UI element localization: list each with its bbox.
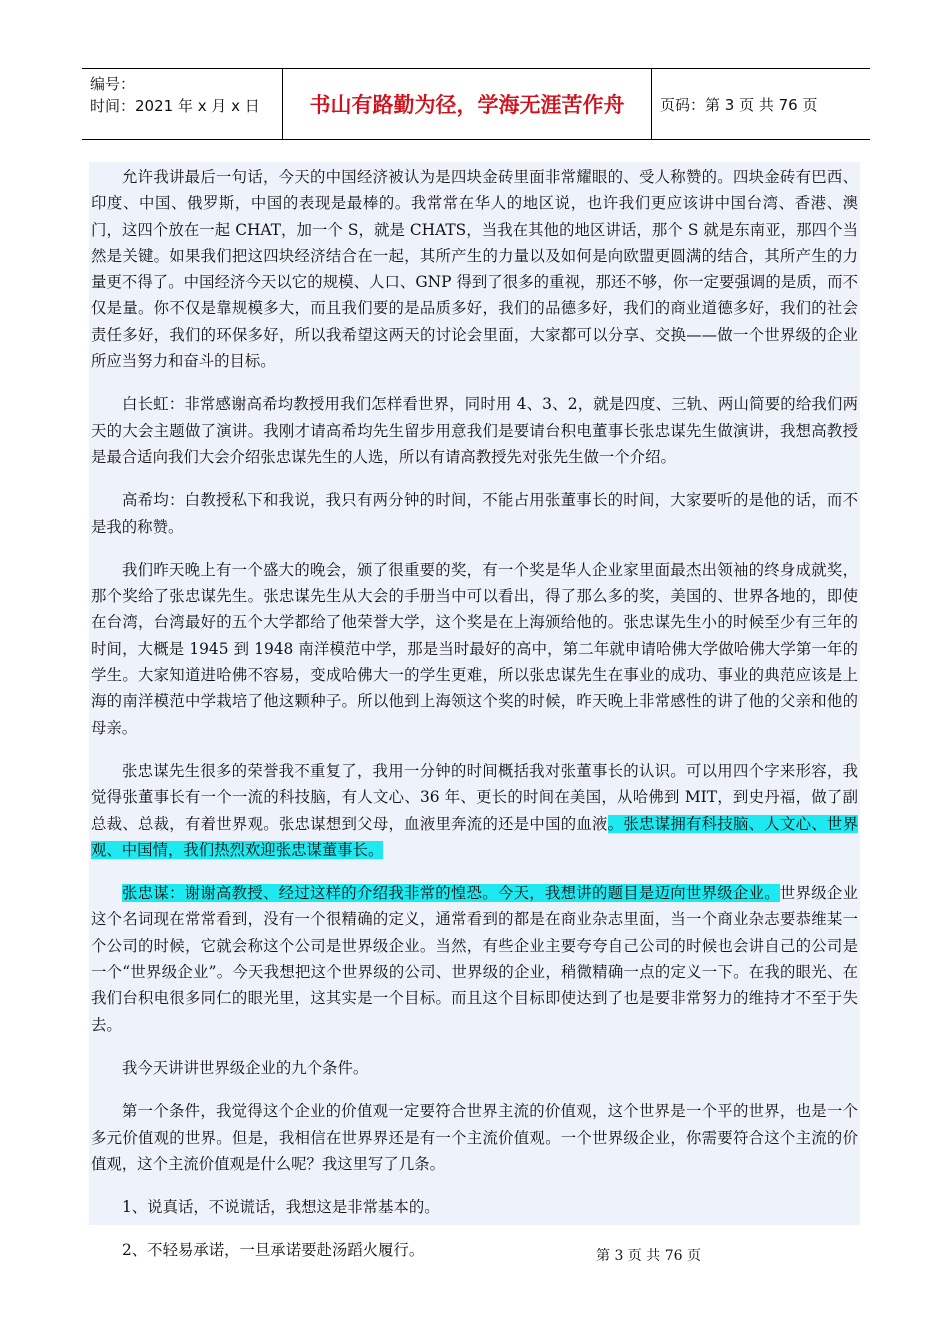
paragraph-5-text: 张忠谋先生很多的荣誉我不重复了，我用一分钟的时间概括我对张董事长的认识。可以用四个字来形容，我觉得张董事长有一个一流的科技脑，有人文心、36 年、更长的时间在美国，从哈佛到 MIT，到史丹福，做了副总裁、总裁，有着世界观。张忠谋想到父母，血液里奔流的还是中国的血液 [91,761,858,833]
paragraph-6 [91,880,858,1038]
highlighted-text: 。张忠谋拥有科技脑、人文心、世界观、中国情，我们热烈欢迎张忠谋董事长。 [91,814,858,859]
header-meta [82,69,282,139]
paragraph-9: 1、说真话，不说谎话，我想这是非常基本的。 [122,1198,440,1217]
page-footer: 第 3 页 共 76 页 [596,1248,701,1264]
paragraph-7: 我今天讲讲世界级企业的九个条件。 [122,1058,369,1077]
paragraph-2: 白长虹：非常感谢高希均教授用我们怎样看世界，同时用 4、3、2，就是四度、三轨、两山简要的给我们两天的大会主题做了演讲。我刚才请高希均先生留步用意我们是要请台积电董事长张忠谋先生做演讲，我想高教授是最合适向我们大会介绍张忠谋先生的人选，所以有请高教授先对张先生做一个介绍。 [91,395,858,466]
paragraph-4: 我们昨天晚上有一个盛大的晚会，颁了很重要的奖，有一个奖是华人企业家里面最杰出领袖的终身成就奖，那个奖给了张忠谋先生。张忠谋先生从大会的手册当中可以看出，得了那么多的奖，美国的、世界各地的，即使在台湾，台湾最好的五个大学都给了他荣誉大学，这个奖是在上海颁给他的。张忠谋先生小的时候至少有三年的时间，大概是 1945 到 1948 南洋模范中学，那是当时最好的高中，第二年就申请哈佛大学做哈佛大学第一年的学生。大家知道进哈佛不容易，变成哈佛大一的学生更难，所以张忠谋先生在事业的成功、事业的典范应该是上海的南洋模范中学栽培了他这颗种子。所以他到上海领这个奖的时候，昨天晚上非常感性的讲了他的父亲和他的母亲。 [91,560,858,737]
paragraph-1: 允许我讲最后一句话，今天的中国经济被认为是四块金砖里面非常耀眼的、受人称赞的。四块金砖有巴西、印度、中国、俄罗斯，中国的表现是最棒的。我常常在华人的地区说，也许我们更应该讲中国台湾、香港、澳门，这四个放在一起 CHAT，加一个 S，就是 CHATS，当我在其他的地区讲话，那个 S 就是东南亚，那四个当然是关键。如果我们把这四块经济结合在一起，其所产生的力量以及如何是向欧盟更圆满的结合，其所产生的力量更不得了。中国经济今天以它的规模、人口、GNP 得到了很多的重视，那还不够，你一定要强调的是质，而不仅是量。你不仅是靠规模多大，而且我们要的是品质多好，我们的品德多好，我们的商业道德多好，我们的社会责任多好，我们的环保多好，所以我希望这两天的讨论会里面，大家都可以分享、交换——做一个世界级的企业所应当努力和奋斗的目标。 [91,168,858,371]
page-header [82,68,870,140]
paragraph-6-text: 世界级企业这个名词现在常常看到，没有一个很精确的定义，通常看到的都是在商业杂志里面，当一个商业杂志要恭维某一个公司的时候，它就会称这个公司是世界级企业。当然，有些企业主要夸夸自己公司的时候也会讲自己的公司是一个“世界级企业”。今天我想把这个世界级的公司、世界级的企业，稍微精确一点的定义一下。在我的眼光、在我们台积电很多同仁的眼光里，这其实是一个目标。而且这个目标即使达到了也是要非常努力的维持才不至于失去。 [91,884,858,1034]
number-label: 编号： [90,75,136,93]
time-label: 时间：2021 年 x 月 x 日 [90,97,260,115]
paragraph-3: 高希均：白教授私下和我说，我只有两分钟的时间，不能占用张董事长的时间，大家要听的是他的话，而不是我的称赞。 [91,491,858,536]
paragraph-5 [91,758,858,863]
paragraph-10: 2、不轻易承诺，一旦承诺要赴汤蹈火履行。 [122,1241,425,1260]
paragraph-8: 第一个条件，我觉得这个企业的价值观一定要符合世界主流的价值观，这个世界是一个平的世界，也是一个多元价值观的世界。但是，我相信在世界界还是有一个主流价值观。一个世界级企业，你需要符合这个主流的价值观，这个主流价值观是什么呢？我这里写了几条。 [91,1102,858,1173]
header-page-info: 页码：第 3 页 共 76 页 [660,95,818,114]
header-motto: 书山有路勤为径，学海无涯苦作舟 [282,69,652,139]
highlighted-text: 张忠谋：谢谢高教授、经过这样的介绍我非常的惶恐。今天，我想讲的题目是迈向世界级企业。 [122,884,780,903]
